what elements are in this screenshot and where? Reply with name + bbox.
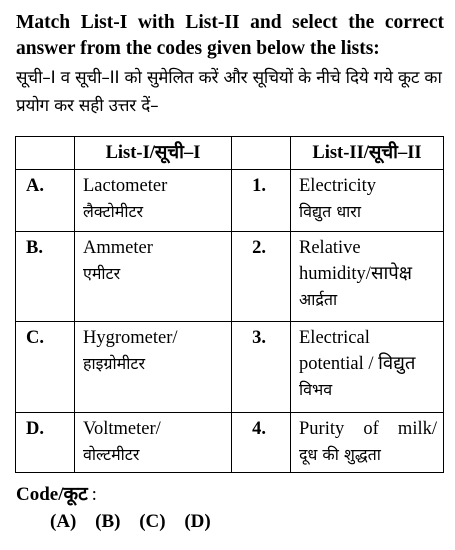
row-number: 4. xyxy=(232,413,291,473)
list2-item xyxy=(291,170,444,232)
header-empty-cell xyxy=(16,137,75,170)
row-label: D. xyxy=(16,413,75,473)
header-empty-cell xyxy=(232,137,291,170)
row-label: C. xyxy=(16,322,75,413)
list1-item-hi: एमीटर xyxy=(83,264,121,283)
code-options xyxy=(50,511,219,533)
row-number: 2. xyxy=(232,232,291,322)
list2-item-line2: दूध की शुद्धता xyxy=(299,445,381,464)
list2-item xyxy=(291,232,444,322)
row-number: 3. xyxy=(232,322,291,413)
list2-item-line3: विभव xyxy=(299,380,333,399)
table-row xyxy=(16,232,444,322)
option-d: (D) xyxy=(184,511,211,532)
table-row xyxy=(16,170,444,232)
list2-item-line1: Electrical xyxy=(299,328,370,348)
code-colon: : xyxy=(91,484,97,505)
match-table xyxy=(15,136,444,473)
list1-item-en: Lactometer xyxy=(83,176,168,196)
list2-item-line1: Relative xyxy=(299,238,361,258)
table-row xyxy=(16,322,444,413)
table-header-row xyxy=(16,137,444,170)
list2-item-line2: विद्युत धारा xyxy=(299,202,361,221)
list1-item-en: Ammeter xyxy=(83,238,153,258)
list2-item-line1: Purity of milk/ xyxy=(299,419,437,439)
question-english-line2: answer from the codes given below the lists: xyxy=(16,38,380,59)
list1-item xyxy=(75,413,232,473)
header-list1: List-I/सूची–I xyxy=(75,137,232,170)
list1-item xyxy=(75,170,232,232)
row-number: 1. xyxy=(232,170,291,232)
code-label: Code/कूट xyxy=(16,484,88,505)
list2-item-line2: potential / विद्युत xyxy=(299,354,416,374)
list2-item xyxy=(291,322,444,413)
option-b: (B) xyxy=(95,511,121,532)
list1-item-hi: लैक्टोमीटर xyxy=(83,202,144,221)
list1-item-en: Voltmeter/ xyxy=(83,419,161,439)
code-heading xyxy=(16,480,97,506)
row-label: A. xyxy=(16,170,75,232)
list2-item xyxy=(291,413,444,473)
list1-item xyxy=(75,322,232,413)
list2-item-line3: आर्द्रता xyxy=(299,290,338,309)
question-hindi: सूची–I व सूची–II को सुमेलित करें और सूचियों के नीचे दिये गये कूट का प्रयोग कर सही उत्तर दें– xyxy=(16,68,442,116)
option-a: (A) xyxy=(50,511,77,532)
list2-item-line1: Electricity xyxy=(299,176,377,196)
question-english xyxy=(16,10,444,62)
header-list2: List-II/सूची–II xyxy=(291,137,444,170)
list1-item-en: Hygrometer/ xyxy=(83,328,178,348)
list1-item xyxy=(75,232,232,322)
list1-item-hi: वोल्टमीटर xyxy=(83,445,140,464)
list1-item-hi: हाइग्रोमीटर xyxy=(83,354,145,373)
option-c: (C) xyxy=(139,511,166,532)
question-english-line1: Match List-I with List-II and select the correct xyxy=(16,12,444,33)
list2-item-line2: humidity/सापेक्ष xyxy=(299,264,413,284)
row-label: B. xyxy=(16,232,75,322)
table-row xyxy=(16,413,444,473)
